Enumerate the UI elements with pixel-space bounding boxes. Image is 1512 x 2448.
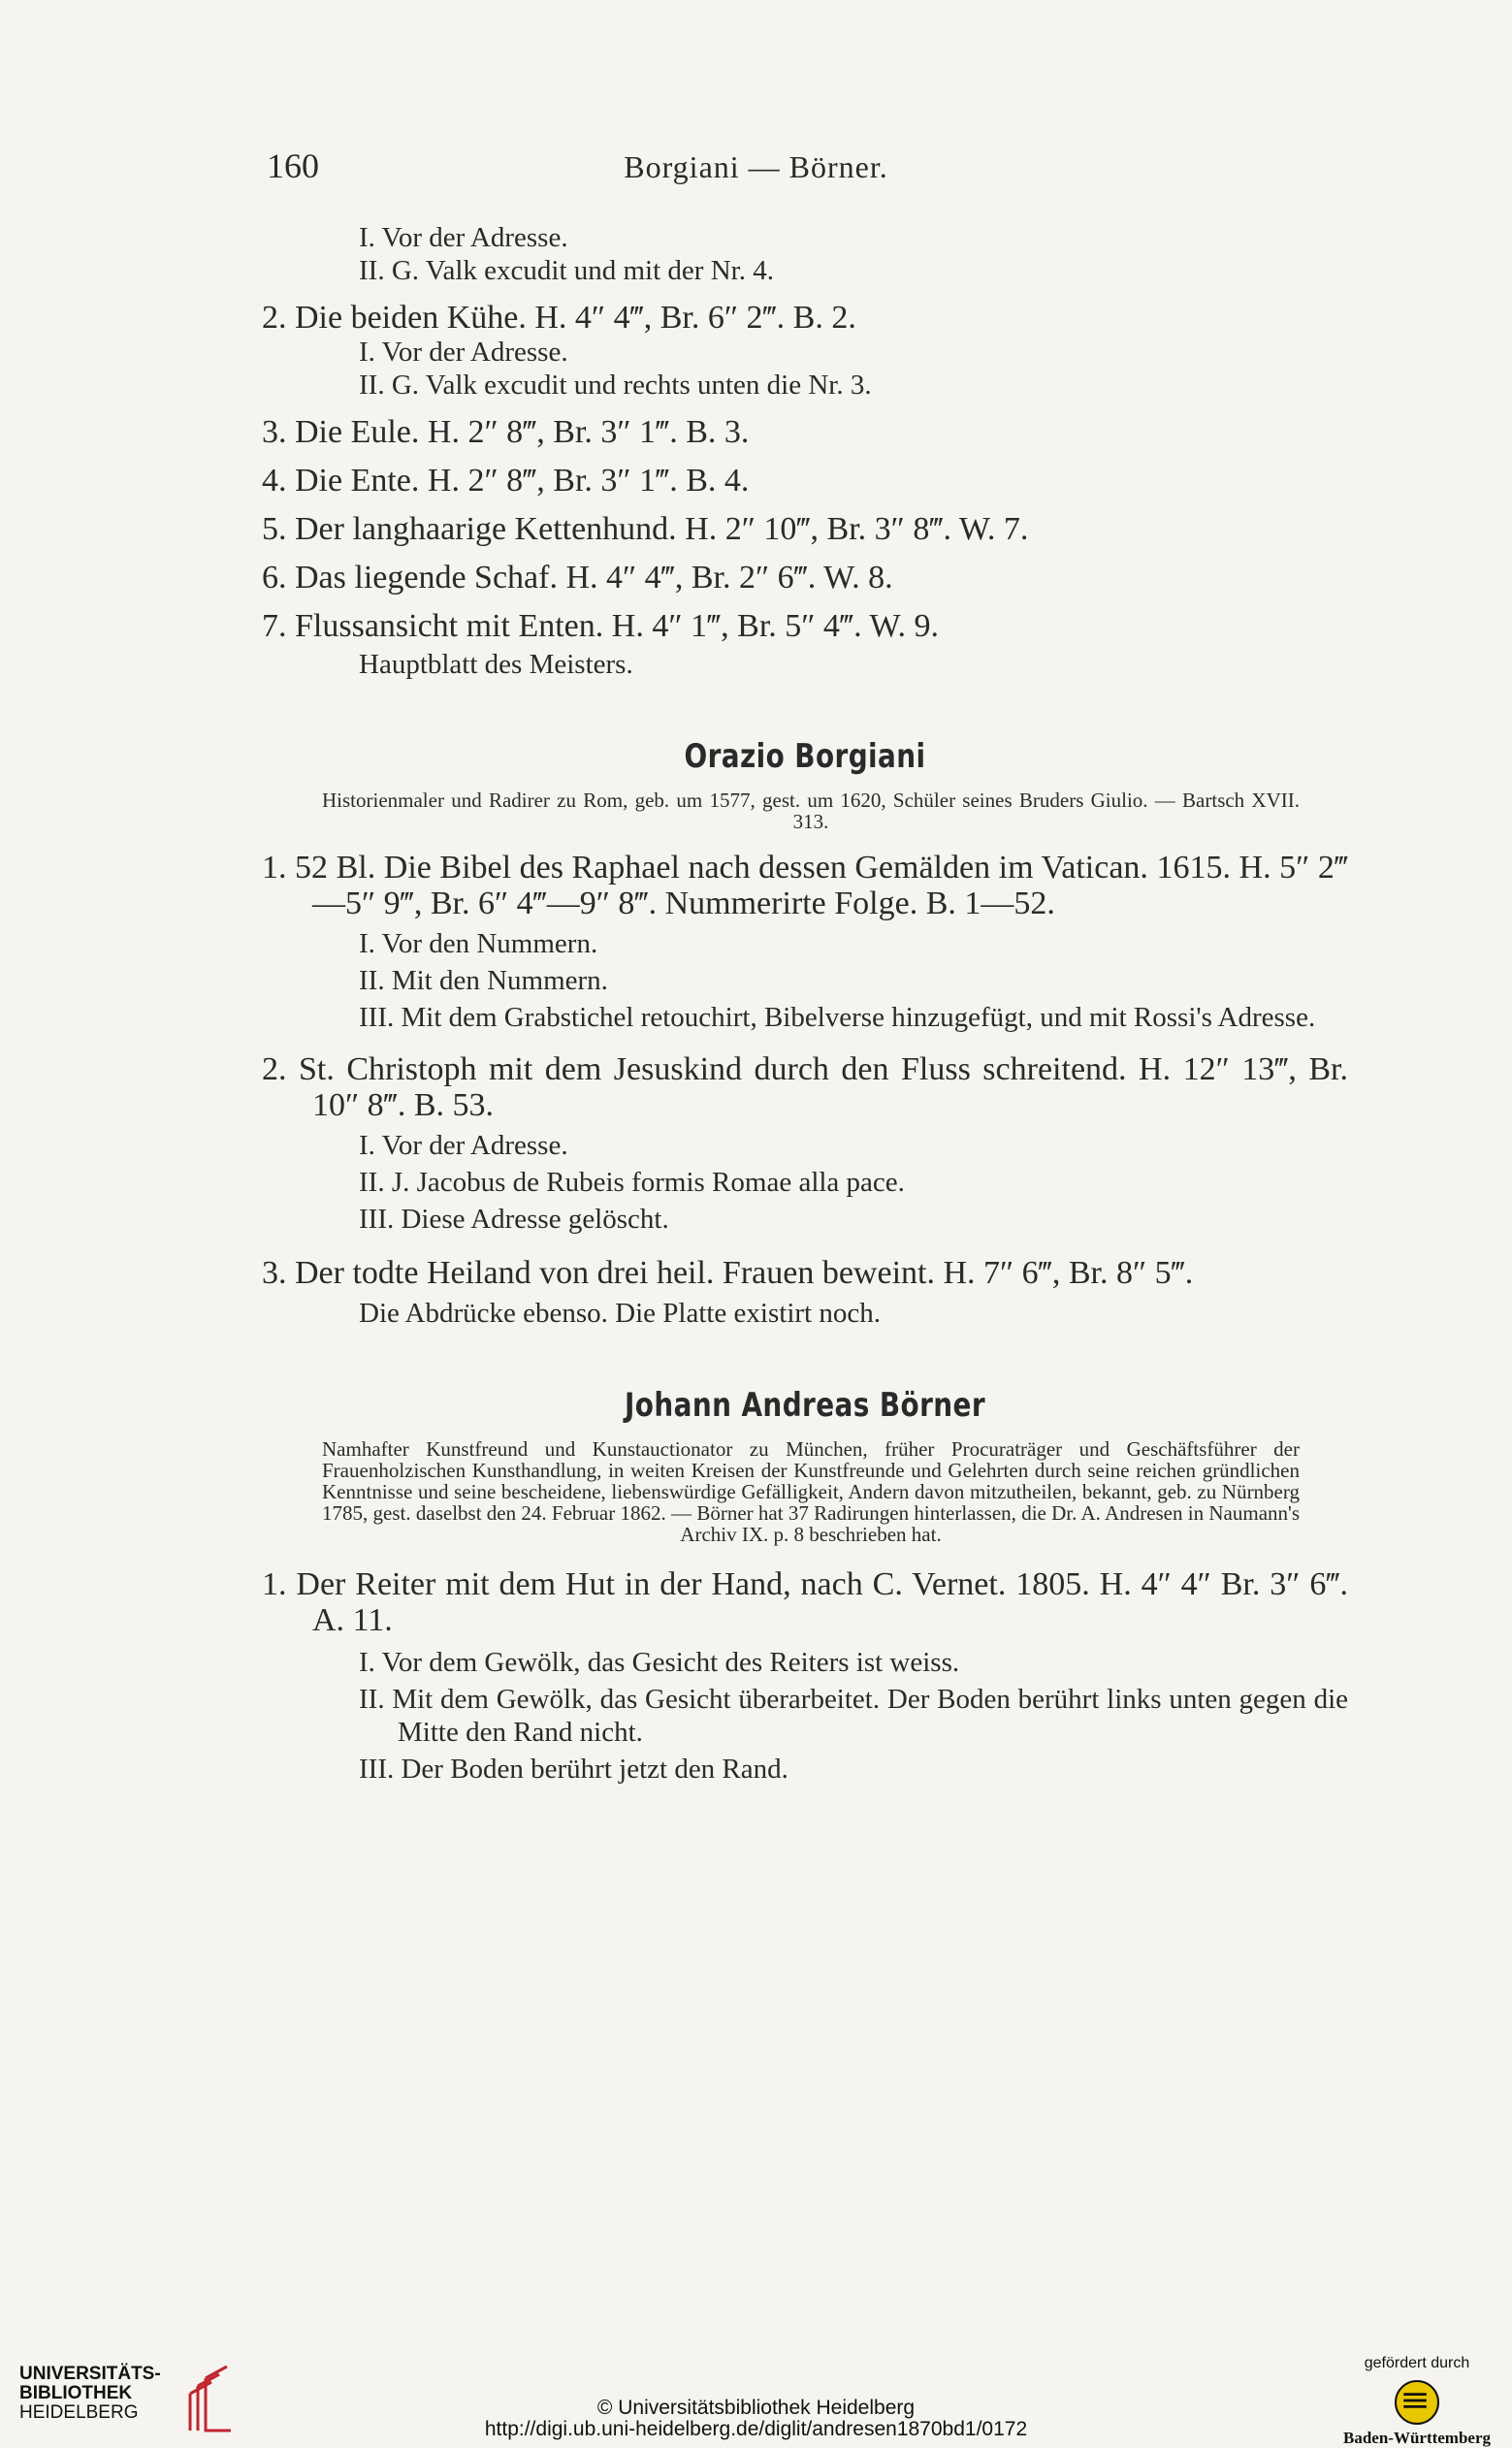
catalog-entry: 3. Der todte Heiland von drei heil. Frauen beweint. H. 7″ 6‴, Br. 8″ 5‴. xyxy=(262,1255,1194,1291)
state-line: III. Mit dem Grabstichel retouchirt, Bibelverse hinzugefügt, und mit Rossi's Adresse. xyxy=(359,1002,1316,1033)
state-line: I. Vor der Adresse. xyxy=(359,337,568,368)
page-header xyxy=(0,145,1512,194)
entry-note: Hauptblatt des Meisters. xyxy=(359,649,633,680)
catalog-entry: 1. 52 Bl. Die Bibel des Raphael nach dessen Gemälden im Vatican. 1615. H. 5″ 2‴—5″ 9‴, Br. 6″ 4‴—9″ 8‴. Nummerirte Folge. B. 1—52. xyxy=(262,850,1348,921)
copyright-text: © Universitätsbibliothek Heidelberg xyxy=(596,2397,916,2419)
permalink[interactable]: http://digi.ub.uni-heidelberg.de/diglit/andresen1870bd1/0172 xyxy=(484,2418,1028,2440)
artist-heading: Johann Andreas Börner xyxy=(624,1386,986,1425)
sponsor-label: gefördert durch xyxy=(1364,2355,1470,2371)
copyright-notice xyxy=(0,2398,1512,2440)
state-line: I. Vor dem Gewölk, das Gesicht des Reiters ist weiss. xyxy=(359,1647,960,1678)
state-line: I. Vor der Adresse. xyxy=(359,1130,568,1161)
sponsor-logo[interactable] xyxy=(1339,2355,1495,2448)
state-line: II. G. Valk excudit und mit der Nr. 4. xyxy=(359,255,774,286)
catalog-entry: 3. Die Eule. H. 2″ 8‴, Br. 3″ 1‴. B. 3. xyxy=(262,414,750,450)
library-name-line: UNIVERSITÄTS- xyxy=(19,2364,161,2384)
catalog-entry: 2. Die beiden Kühe. H. 4″ 4‴, Br. 6″ 2‴. B. 2. xyxy=(262,300,856,336)
catalog-entry: 1. Der Reiter mit dem Hut in der Hand, nach C. Vernet. 1805. H. 4″ 4″ Br. 3″ 6‴. A. 11. xyxy=(262,1566,1348,1638)
catalog-entry: 7. Flussansicht mit Enten. H. 4″ 1‴, Br. 5″ 4‴. W. 9. xyxy=(262,608,939,644)
catalog-entry: 2. St. Christoph mit dem Jesuskind durch den Fluss schreitend. H. 12″ 13‴, Br. 10″ 8‴. B. 53. xyxy=(262,1051,1348,1123)
catalog-entry: 4. Die Ente. H. 2″ 8‴, Br. 3″ 1‴. B. 4. xyxy=(262,463,750,499)
state-line: II. J. Jacobus de Rubeis formis Romae alla pace. xyxy=(359,1167,905,1198)
state-line: III. Der Boden berührt jetzt den Rand. xyxy=(359,1754,788,1785)
state-line: I. Vor der Adresse. xyxy=(359,222,568,253)
library-name-line: HEIDELBERG xyxy=(19,2402,139,2423)
state-line: II. Mit den Nummern. xyxy=(359,965,608,996)
artist-biography: Historienmaler und Radirer zu Rom, geb. um 1577, gest. um 1620, Schüler seines Bruders Giulio. — Bartsch XVII. 313. xyxy=(322,789,1300,833)
state-emblem-icon xyxy=(1395,2380,1439,2425)
page-footer xyxy=(0,2355,1512,2447)
artist-biography: Namhafter Kunstfreund und Kunstauctionator zu München, früher Procuraträger und Geschäftsführer der Frauenholzischen Kunsthandlung, in weiten Kreisen der Kunstfreunde und Gelehrten durch seine reichen gründlichen Kenntnisse und seine bescheidene, liebenswürdige Gefälligkeit, Andern davon mitzutheilen, bekannt, geb. zu Nürnberg 1785, gest. daselbst den 24. Februar 1862. — Börner hat 37 Radirungen hinterlassen, die Dr. A. Andresen in Naumann's Archiv IX. p. 8 beschrieben hat. xyxy=(322,1437,1300,1546)
library-name-line: BIBLIOTHEK xyxy=(19,2383,133,2403)
entry-note: Die Abdrücke ebenso. Die Platte existirt noch. xyxy=(359,1298,881,1329)
catalog-entry: 6. Das liegende Schaf. H. 4″ 4‴, Br. 2″ 6‴. W. 8. xyxy=(262,560,893,596)
state-line: II. Mit dem Gewölk, das Gesicht überarbeitet. Der Boden berührt links unten gegen die Mitte den Rand nicht. xyxy=(359,1684,1348,1748)
catalog-entry: 5. Der langhaarige Kettenhund. H. 2″ 10‴, Br. 3″ 8‴. W. 7. xyxy=(262,511,1029,547)
running-title: Borgiani — Börner. xyxy=(624,149,888,184)
state-line: II. G. Valk excudit und rechts unten die Nr. 3. xyxy=(359,370,872,401)
page-content xyxy=(262,221,1348,1786)
sponsor-name: Baden-Württemberg xyxy=(1342,2429,1492,2447)
state-line: I. Vor den Nummern. xyxy=(359,928,598,959)
state-line: III. Diese Adresse gelöscht. xyxy=(359,1204,669,1235)
page-number: 160 xyxy=(267,146,319,185)
artist-heading: Orazio Borgiani xyxy=(684,737,926,776)
